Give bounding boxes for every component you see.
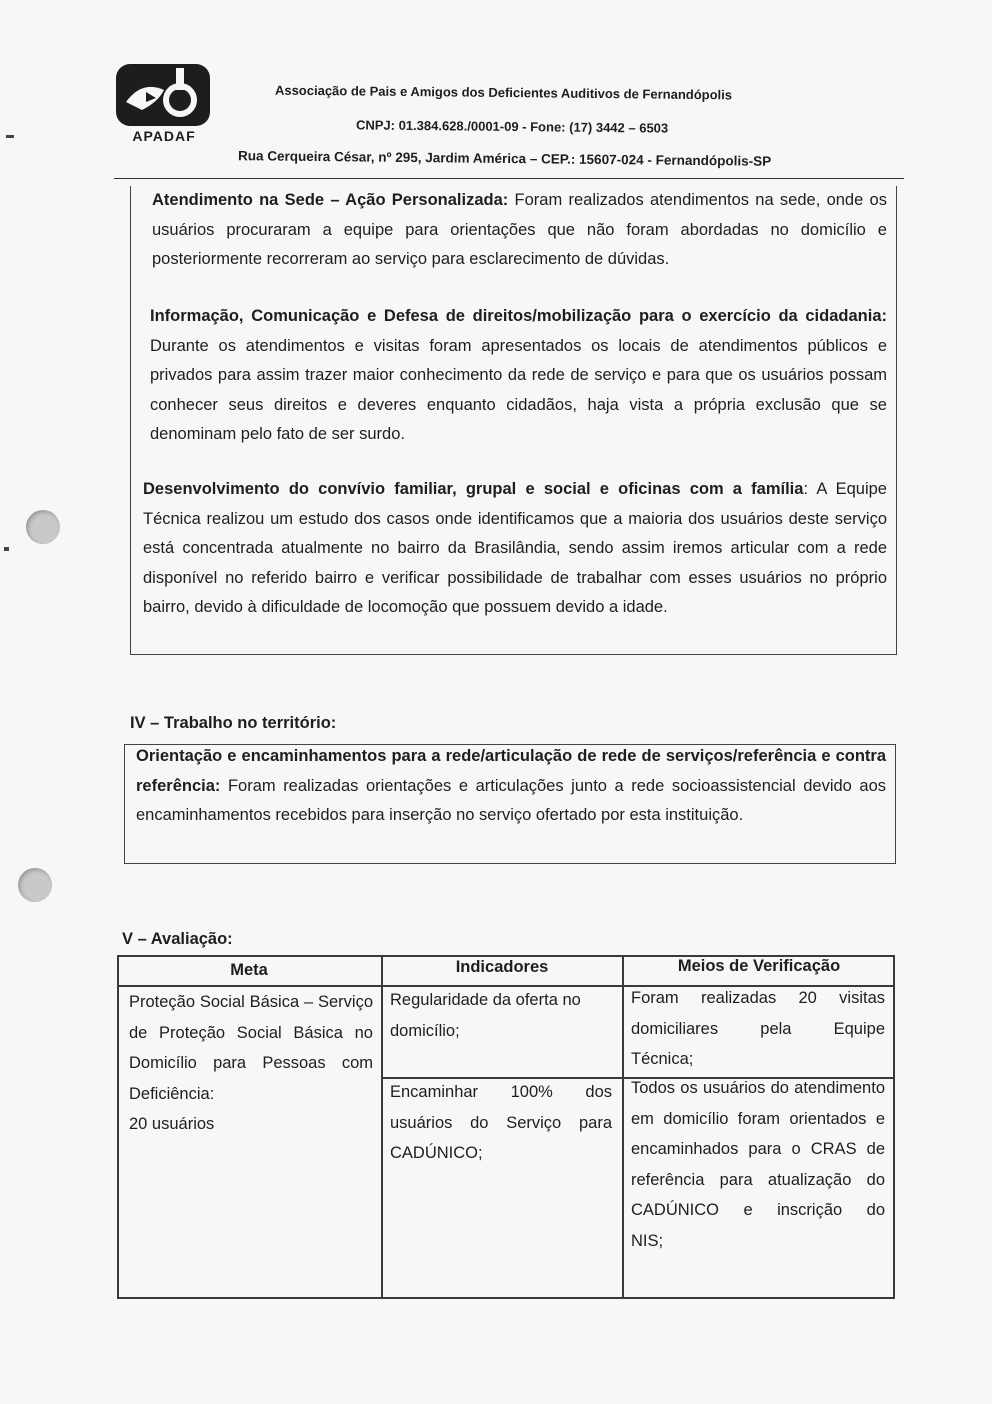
punch-hole-decoration xyxy=(18,868,52,902)
address-prefix: Rua Cerqueira César, xyxy=(237,148,375,165)
paragraph-text: Foram realizados atendimentos na sede, onde os usuários procuraram a equipe para orientações que não foram abordadas no domicílio e posteriormente recorreram ao serviço para esclarecimento de dúvidas. xyxy=(152,191,887,268)
paragraph-text: : A Equipe Técnica realizou um estudo dos casos onde identificamos que a maioria dos usuários deste serviço está concentrada atualmente no bairro da Brasilândia, sendo assim iremos articular com a rede disponível no referido bairro e verificar possibilidade de trabalhar com esses usuários no próprio bairro, devido à dificuldade de locomoção que possuem devido a idade. xyxy=(143,480,887,616)
table-border xyxy=(381,955,383,1299)
table-border xyxy=(893,955,895,1299)
evaluation-table xyxy=(117,955,895,1299)
header-indicadores: Indicadores xyxy=(455,958,549,976)
logo-emblem-icon xyxy=(112,62,216,128)
scan-mark-decoration xyxy=(6,135,14,138)
table-border xyxy=(622,955,624,1299)
paragraph-orientacao xyxy=(136,742,886,831)
cell-meta xyxy=(129,987,373,1140)
cell-text: Encaminhar 100% dos usuários do Serviço para xyxy=(390,1083,612,1132)
header-meta: Meta xyxy=(230,961,268,979)
table-border xyxy=(117,1297,895,1299)
cell-text: Foram realizadas 20 visitas domiciliares pela Equipe xyxy=(631,989,885,1038)
cell-indicador-2 xyxy=(390,1077,612,1169)
cell-verificacao-2 xyxy=(631,1073,885,1256)
section-title-territorio: IV – Trabalho no território: xyxy=(130,714,337,732)
apadaf-logo xyxy=(112,62,216,154)
paragraph-text: Durante os atendimentos e visitas foram apresentados os locais de atendimentos públicos e privados para assim trazer maior conhecimento da rede de serviço e para que os usuários possam conhecer seus direitos e deveres enquanto cidadãos, haja vista a própria exclusão que se denominam pelo fato de ser surdo. xyxy=(150,336,887,443)
table-border xyxy=(117,955,119,1299)
address xyxy=(238,148,771,169)
paragraph-informacao xyxy=(150,302,887,450)
paragraph-title: Orientação e encaminhamentos para a rede/articulação de rede de serviços/referência e contra referência: xyxy=(136,747,886,795)
paragraph-atendimento-sede xyxy=(152,186,887,275)
cell-text-last: Técnica; xyxy=(631,1050,694,1068)
scan-mark-decoration xyxy=(4,547,9,551)
cell-verificacao-1 xyxy=(631,983,885,1075)
paragraph-title: Informação, Comunicação e Defesa de direitos/mobilização para o exercício da cidadania: xyxy=(150,307,887,325)
address-rest: nº 295, Jardim América – CEP.: 15607-024 - Fernandópolis-SP xyxy=(374,149,772,169)
logo-text: APADAF xyxy=(132,128,196,144)
cnpj-phone: CNPJ: 01.384.628./0001-09 - Fone: (17) 3442 – 6503 xyxy=(355,117,669,136)
header-divider xyxy=(114,178,904,179)
cell-text-last: 20 usuários xyxy=(129,1115,215,1133)
paragraph-convivio xyxy=(143,475,887,623)
cell-text-last: NIS; xyxy=(631,1231,664,1250)
cell-indicador-1: Regularidade da oferta no domicílio; xyxy=(390,991,581,1040)
paragraph-text: Foram realizadas orientações e articulações junto a rede socioassistencial devido aos encaminhamentos recebidos para inserção no serviço ofertado por esta instituição. xyxy=(136,776,886,824)
cell-text: Todos os usuários do atendimento em domicílio foram orientados e encaminhados para o CRAS de referência para atualização do CADÚNICO e inscrição do xyxy=(631,1079,885,1219)
org-name: Associação de Pais e Amigos dos Deficientes Auditivos de Fernandópolis xyxy=(274,82,733,103)
paragraph-title: Desenvolvimento do convívio familiar, grupal e social e oficinas com a família xyxy=(143,480,804,498)
punch-hole-decoration xyxy=(26,510,60,544)
header-meios-verificacao: Meios de Verificação xyxy=(677,957,841,975)
section-title-avaliacao: V – Avaliação: xyxy=(122,930,233,948)
cell-text-last: CADÚNICO; xyxy=(390,1144,483,1162)
paragraph-title: Atendimento na Sede – Ação Personalizada: xyxy=(152,191,509,209)
cell-text: Proteção Social Básica – Serviço de Proteção Social Básica no Domicílio para Pessoas com Deficiência: xyxy=(129,993,373,1103)
